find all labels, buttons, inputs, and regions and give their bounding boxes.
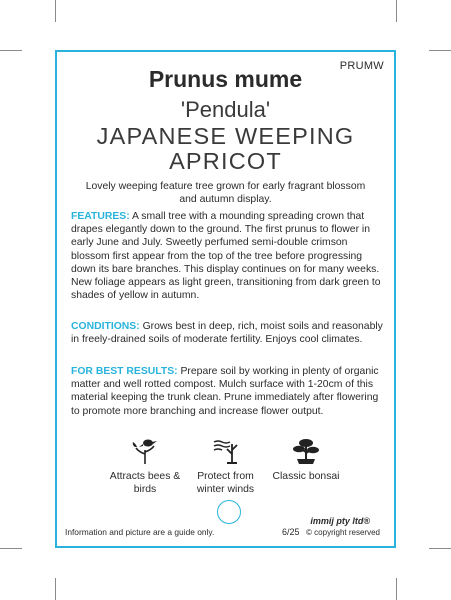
- icon-row: [105, 436, 346, 496]
- disclaimer: Information and picture are a guide only.: [65, 527, 215, 537]
- features-section: [71, 210, 384, 302]
- features-text: A small tree with a mounding spreading crown that drapes elegantly down to the ground. The first prunus to flower in early June and July. Sweetly perfumed semi-double crimson blossom first appear from the top of the tree before progressing down its bare branches. This display continues on for many weeks. New foliage appears as light green, transitioning from dark green to shades of yellow in autumn.: [71, 211, 381, 302]
- conditions-heading: CONDITIONS:: [71, 321, 140, 332]
- crop-mark: [0, 548, 22, 549]
- crop-mark: [396, 578, 397, 600]
- icon-caption: Classic bonsai: [272, 471, 340, 482]
- icon-item-wind: [186, 436, 266, 496]
- icon-caption: Protect from winter winds: [196, 471, 255, 495]
- features-heading: FEATURES:: [71, 211, 130, 222]
- crop-mark: [396, 0, 397, 22]
- icon-item-birds: [105, 436, 185, 496]
- bonsai-icon: [291, 436, 321, 466]
- cultivar-name: 'Pendula': [180, 97, 271, 122]
- crop-mark: [55, 578, 56, 600]
- common-name-line2: APRICOT: [169, 148, 282, 174]
- brand-name: immij pty ltd®: [310, 516, 370, 526]
- crop-mark: [429, 548, 451, 549]
- plant-label: [55, 50, 396, 548]
- crop-mark: [55, 0, 56, 22]
- product-code: PRUMW: [339, 60, 384, 72]
- copyright: © copyright reserved: [306, 528, 380, 537]
- conditions-text: Grows best in deep, rich, moist soils and reasonably in freely-drained soils of moderate fertility. Enjoys cool climates.: [71, 321, 383, 346]
- crop-mark: [429, 50, 451, 51]
- results-text: Prepare soil by working in plenty of organic matter and well rotted compost. Mulch surface with 1-20cm of this material keeping the trunk clean. Prune immediately after flowering to promote more branching and increase flower output.: [71, 366, 379, 417]
- common-name-line1: JAPANESE WEEPING: [96, 123, 355, 149]
- botanical-name: Prunus mume: [148, 66, 303, 92]
- icon-item-bonsai: [266, 436, 346, 496]
- results-section: [71, 365, 384, 418]
- common-name: [57, 124, 394, 174]
- footer-codes: [282, 527, 380, 537]
- icon-caption: Attracts bees & birds: [109, 471, 181, 495]
- results-heading: FOR BEST RESULTS:: [71, 366, 178, 377]
- wind-icon: [211, 436, 241, 466]
- bird-icon: [130, 436, 160, 466]
- crop-mark: [0, 50, 22, 51]
- circle-mark: [217, 500, 241, 524]
- intro-text: Lovely weeping feature tree grown for early fragrant blossom and autumn display.: [85, 181, 366, 205]
- conditions-section: [71, 320, 384, 346]
- date-code: 6/25: [282, 527, 300, 537]
